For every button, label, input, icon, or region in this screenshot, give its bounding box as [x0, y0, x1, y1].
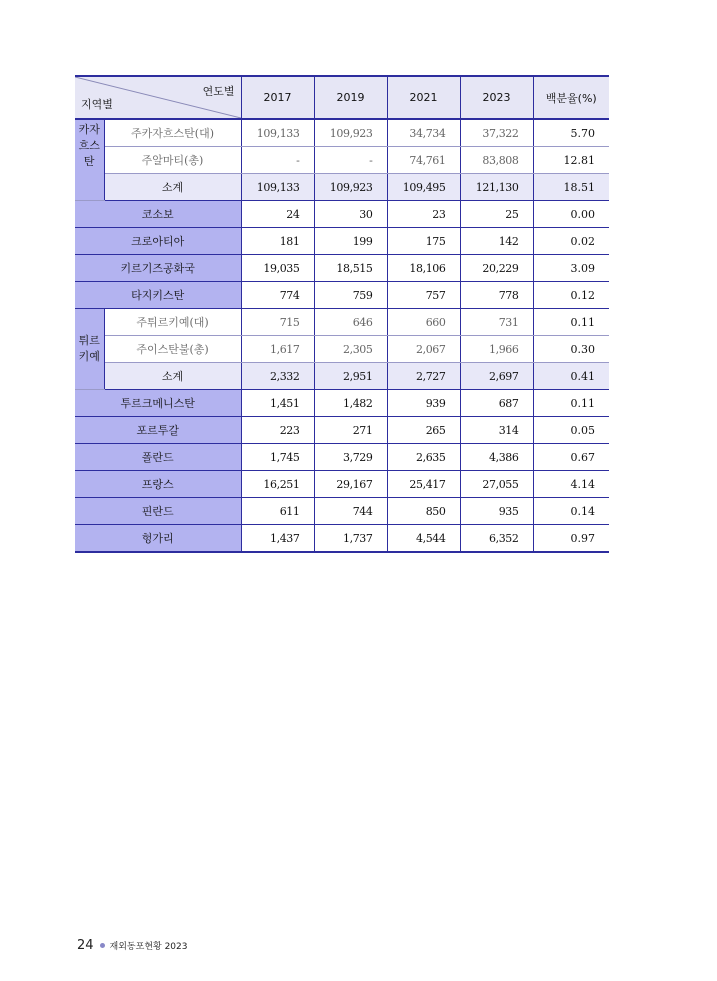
table-row	[75, 282, 609, 309]
group-label-kazakhstan	[75, 119, 104, 201]
group-label-line: 탄	[83, 155, 95, 168]
page-number: 24	[77, 938, 94, 953]
cell-2019: 2,951	[314, 363, 387, 390]
cell-2023: 25	[460, 201, 533, 228]
cell-2021: 25,417	[387, 471, 460, 498]
row-label: 폴란드	[75, 444, 241, 471]
cell-2017: 1,617	[241, 336, 314, 363]
cell-2019: 109,923	[314, 119, 387, 147]
cell-2023: 142	[460, 228, 533, 255]
cell-2023: 83,808	[460, 147, 533, 174]
cell-2019: 3,729	[314, 444, 387, 471]
header-year-label: 연도별	[202, 85, 235, 98]
cell-2017: 1,451	[241, 390, 314, 417]
table-row	[75, 525, 609, 553]
cell-percent: 0.97	[533, 525, 609, 553]
cell-percent: 0.11	[533, 390, 609, 417]
cell-2023: 6,352	[460, 525, 533, 553]
cell-percent: 0.11	[533, 309, 609, 336]
cell-percent: 0.41	[533, 363, 609, 390]
row-label: 크로아티아	[75, 228, 241, 255]
cell-2017: 223	[241, 417, 314, 444]
header-percent: 백분율(%)	[533, 76, 609, 119]
cell-2021: 175	[387, 228, 460, 255]
cell-2019: 30	[314, 201, 387, 228]
cell-2017: 715	[241, 309, 314, 336]
table-row	[75, 444, 609, 471]
row-label: 투르크메니스탄	[75, 390, 241, 417]
cell-2023: 2,697	[460, 363, 533, 390]
cell-2021: 2,727	[387, 363, 460, 390]
cell-2021: 2,635	[387, 444, 460, 471]
table-row	[75, 336, 609, 363]
header-year-2021: 2021	[387, 76, 460, 119]
group-label-line: 튀르	[78, 334, 100, 347]
cell-percent: 12.81	[533, 147, 609, 174]
cell-2023: 20,229	[460, 255, 533, 282]
cell-2023: 731	[460, 309, 533, 336]
cell-2019: -	[314, 147, 387, 174]
cell-2019: 759	[314, 282, 387, 309]
cell-2017: 2,332	[241, 363, 314, 390]
cell-percent: 3.09	[533, 255, 609, 282]
row-label: 주알마티(총)	[104, 147, 241, 174]
table-row	[75, 147, 609, 174]
row-label: 핀란드	[75, 498, 241, 525]
cell-2019: 18,515	[314, 255, 387, 282]
cell-2021: 18,106	[387, 255, 460, 282]
table-row	[75, 255, 609, 282]
cell-2019: 109,923	[314, 174, 387, 201]
table-row	[75, 471, 609, 498]
table-row	[75, 390, 609, 417]
table-row	[75, 228, 609, 255]
cell-percent: 0.02	[533, 228, 609, 255]
cell-2019: 744	[314, 498, 387, 525]
cell-percent: 0.30	[533, 336, 609, 363]
table-row	[75, 309, 609, 336]
header-year-2019: 2019	[314, 76, 387, 119]
subtotal-row	[75, 363, 609, 390]
group-label-turkiye	[75, 309, 104, 390]
cell-2017: 24	[241, 201, 314, 228]
row-label: 코소보	[75, 201, 241, 228]
cell-2017: 181	[241, 228, 314, 255]
cell-2017: 1,437	[241, 525, 314, 553]
row-label: 소계	[104, 174, 241, 201]
row-label: 키르기즈공화국	[75, 255, 241, 282]
group-label-line: 카자	[78, 123, 100, 136]
footer-title: 재외동포현황 2023	[109, 942, 188, 952]
header-year-2017: 2017	[241, 76, 314, 119]
header-corner-cell	[75, 76, 241, 119]
cell-2023: 935	[460, 498, 533, 525]
cell-percent: 0.14	[533, 498, 609, 525]
cell-percent: 0.67	[533, 444, 609, 471]
cell-percent: 0.12	[533, 282, 609, 309]
cell-2023: 1,966	[460, 336, 533, 363]
table-row	[75, 498, 609, 525]
cell-2021: 850	[387, 498, 460, 525]
row-label: 주카자흐스탄(대)	[104, 119, 241, 147]
cell-2019: 199	[314, 228, 387, 255]
row-label: 타지키스탄	[75, 282, 241, 309]
cell-2019: 29,167	[314, 471, 387, 498]
cell-2021: 34,734	[387, 119, 460, 147]
cell-2023: 37,322	[460, 119, 533, 147]
cell-percent: 4.14	[533, 471, 609, 498]
cell-2017: 774	[241, 282, 314, 309]
cell-2023: 778	[460, 282, 533, 309]
cell-2017: 109,133	[241, 119, 314, 147]
statistics-table-container	[75, 75, 609, 553]
table-row	[75, 201, 609, 228]
bullet-dot-icon	[100, 943, 105, 948]
cell-2019: 271	[314, 417, 387, 444]
cell-percent: 5.70	[533, 119, 609, 147]
cell-2021: 2,067	[387, 336, 460, 363]
cell-2017: -	[241, 147, 314, 174]
row-label: 주튀르키예(대)	[104, 309, 241, 336]
cell-2019: 1,737	[314, 525, 387, 553]
row-label: 프랑스	[75, 471, 241, 498]
cell-2023: 4,386	[460, 444, 533, 471]
cell-2023: 314	[460, 417, 533, 444]
cell-2021: 4,544	[387, 525, 460, 553]
table-row	[75, 417, 609, 444]
cell-2017: 1,745	[241, 444, 314, 471]
cell-2021: 265	[387, 417, 460, 444]
cell-percent: 0.05	[533, 417, 609, 444]
header-region-label: 지역별	[81, 98, 113, 111]
cell-2021: 660	[387, 309, 460, 336]
row-label: 주이스탄불(총)	[104, 336, 241, 363]
cell-2021: 23	[387, 201, 460, 228]
cell-2017: 109,133	[241, 174, 314, 201]
subtotal-row	[75, 174, 609, 201]
cell-2017: 611	[241, 498, 314, 525]
cell-2017: 19,035	[241, 255, 314, 282]
row-label: 헝가리	[75, 525, 241, 553]
cell-percent: 0.00	[533, 201, 609, 228]
row-label: 소계	[104, 363, 241, 390]
cell-2021: 939	[387, 390, 460, 417]
group-label-line: 흐스	[78, 139, 100, 152]
cell-2023: 687	[460, 390, 533, 417]
cell-2019: 1,482	[314, 390, 387, 417]
statistics-table	[75, 75, 609, 553]
cell-2021: 757	[387, 282, 460, 309]
cell-percent: 18.51	[533, 174, 609, 201]
cell-2023: 121,130	[460, 174, 533, 201]
cell-2017: 16,251	[241, 471, 314, 498]
header-year-2023: 2023	[460, 76, 533, 119]
page-footer	[77, 938, 187, 953]
cell-2019: 646	[314, 309, 387, 336]
cell-2023: 27,055	[460, 471, 533, 498]
cell-2021: 74,761	[387, 147, 460, 174]
header-row	[75, 76, 609, 119]
table-row	[75, 119, 609, 147]
row-label: 포르투갈	[75, 417, 241, 444]
cell-2021: 109,495	[387, 174, 460, 201]
group-label-line: 키예	[78, 350, 100, 363]
cell-2019: 2,305	[314, 336, 387, 363]
